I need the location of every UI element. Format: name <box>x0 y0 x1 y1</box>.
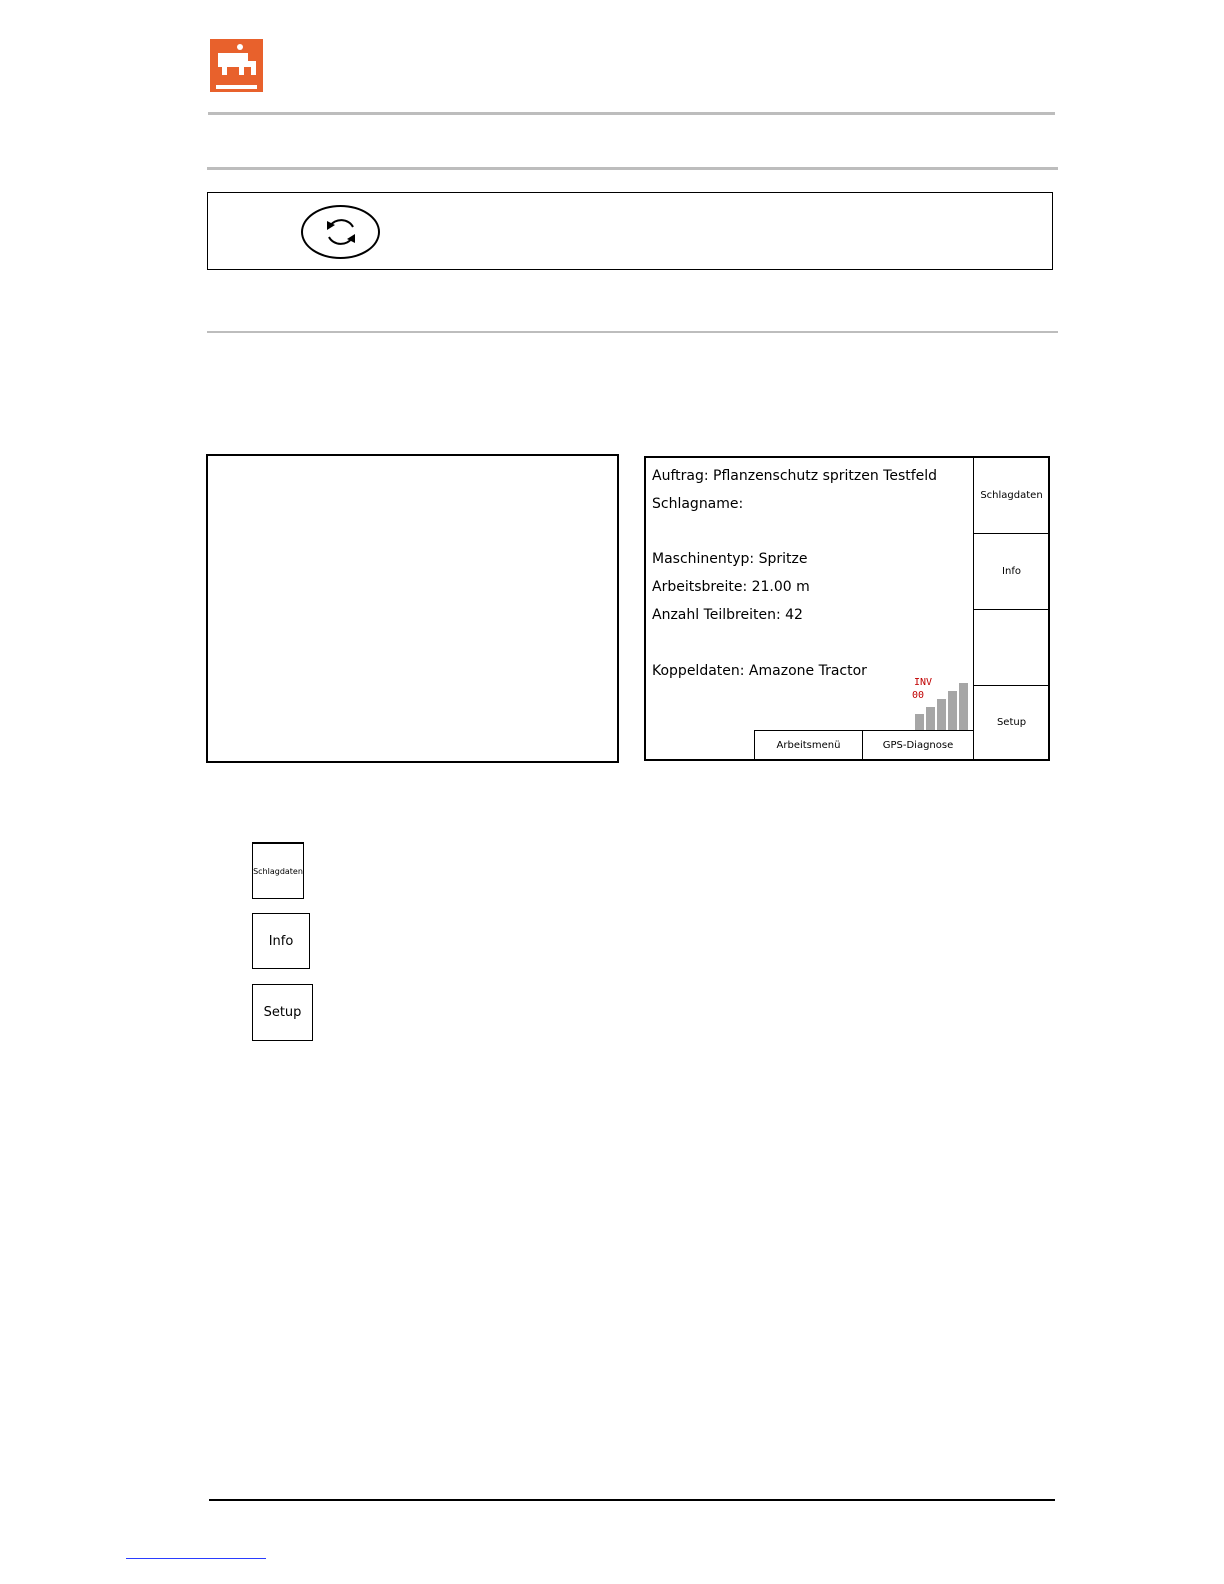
terminal-screen <box>644 456 1050 761</box>
refresh-key[interactable] <box>301 205 380 259</box>
header-rule <box>208 112 1055 115</box>
image-placeholder-frame <box>206 454 619 763</box>
gps-status-code: INV <box>914 677 933 688</box>
legend-field-data-key[interactable]: Schlagdaten <box>252 842 304 899</box>
section-count-line: Anzahl Teilbreiten: 42 <box>652 607 803 623</box>
signal-bar <box>959 683 968 730</box>
machine-type-line: Maschinentyp: Spritze <box>652 551 808 567</box>
section-rule <box>207 167 1058 170</box>
signal-bar <box>937 699 946 730</box>
softkey-setup[interactable]: Setup <box>996 717 1027 728</box>
refresh-arrows-icon <box>323 215 359 249</box>
work-menu-tab[interactable]: Arbeitsmenü <box>754 730 862 760</box>
signal-bar <box>926 707 935 730</box>
gps-diagnosis-tab[interactable]: GPS-Diagnose <box>862 730 973 760</box>
softkey-info[interactable]: Info <box>974 534 1049 610</box>
legend-setup-key[interactable]: Setup <box>252 984 313 1041</box>
gps-status-number: 00 <box>912 690 925 701</box>
legend-info-key[interactable]: Info <box>252 913 310 969</box>
job-line: Auftrag: Pflanzenschutz spritzen Testfeld <box>652 468 938 484</box>
working-width-line: Arbeitsbreite: 21.00 m <box>652 579 810 595</box>
amazone-logo <box>210 39 263 92</box>
coupling-data-line: Koppeldaten: Amazone Tractor <box>652 663 867 679</box>
footer-link-underline[interactable] <box>126 1558 266 1559</box>
signal-bar <box>948 691 957 730</box>
field-name-line: Schlagname: <box>652 496 744 512</box>
softkey-field-data[interactable]: Schlagdaten <box>974 458 1049 534</box>
signal-bar <box>915 714 924 730</box>
softkey-empty[interactable] <box>974 610 1049 686</box>
footer-rule <box>209 1499 1055 1501</box>
softkey-column <box>973 458 1049 759</box>
key-reference-box <box>207 192 1053 270</box>
section-rule-2 <box>207 331 1058 333</box>
